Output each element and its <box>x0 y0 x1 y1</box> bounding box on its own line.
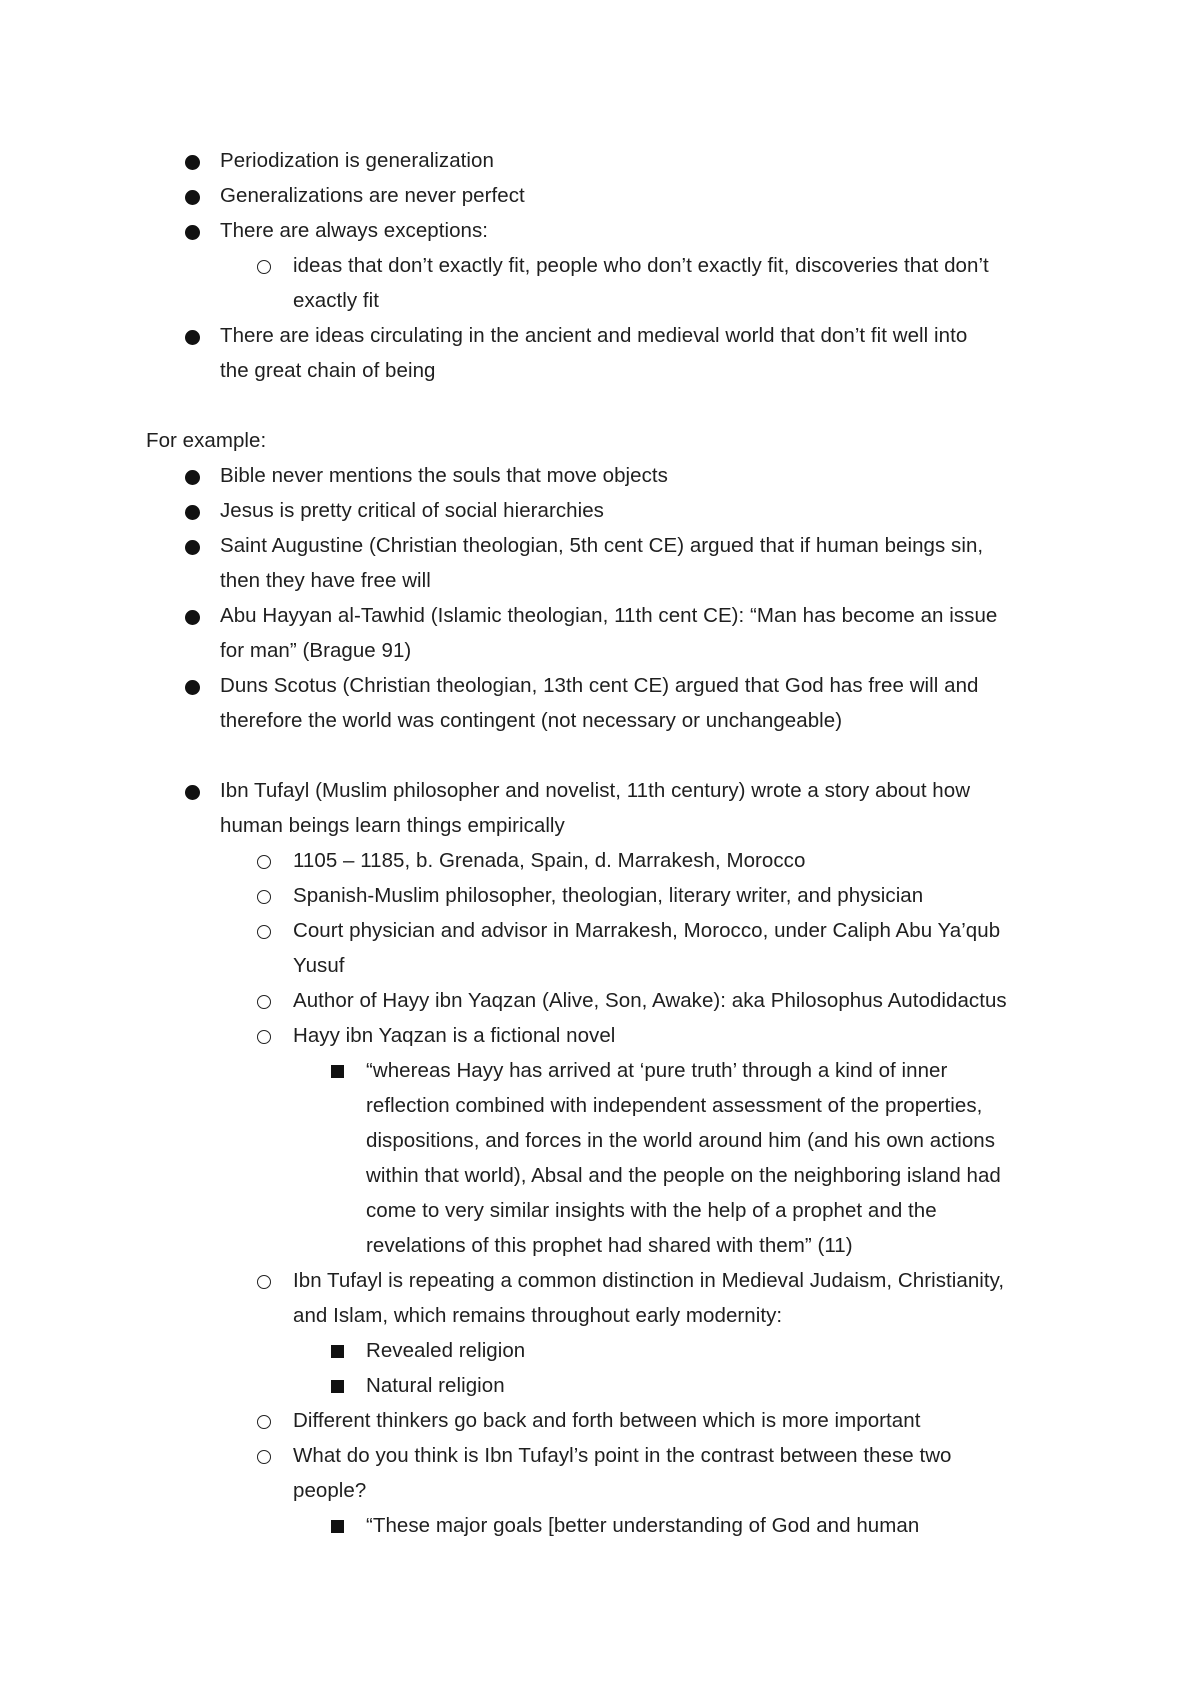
quote-line: dispositions, and forces in the world around him (and his own actions <box>366 1129 996 1152</box>
list-item: Duns Scotus (Christian theologian, 13th cent CE) argued that God has free will and <box>220 674 979 697</box>
list-item: Jesus is pretty critical of social hierarchies <box>220 499 604 522</box>
quote-line: come to very similar insights with the help of a prophet and the <box>366 1199 937 1222</box>
square-bullet-icon <box>331 1520 344 1533</box>
sub-list-item: Court physician and advisor in Marrakesh, Morocco, under Caliph Abu Ya’qub <box>293 919 1001 942</box>
bullet-icon <box>185 155 200 170</box>
square-bullet-icon <box>331 1065 344 1078</box>
quote-line: within that world), Absal and the people on the neighboring island had <box>366 1164 1001 1187</box>
list-item-continuation: therefore the world was contingent (not necessary or unchangeable) <box>220 709 843 732</box>
sub-list-item: ideas that don’t exactly fit, people who don’t exactly fit, discoveries that don’t <box>293 254 989 277</box>
list-item: Bible never mentions the souls that move objects <box>220 464 668 487</box>
hollow-bullet-icon <box>257 890 271 904</box>
sub-list-item-continuation: people? <box>293 1479 367 1502</box>
hollow-bullet-icon <box>257 925 271 939</box>
section-heading: For example: <box>146 429 267 452</box>
bullet-icon <box>185 330 200 345</box>
bullet-icon <box>185 540 200 555</box>
list-item-continuation: the great chain of being <box>220 359 436 382</box>
third-level-item: “These major goals [better understanding of God and human <box>366 1514 920 1537</box>
list-item: Ibn Tufayl (Muslim philosopher and novelist, 11th century) wrote a story about how <box>220 779 971 802</box>
third-level-item: Natural religion <box>366 1374 505 1397</box>
square-bullet-icon <box>331 1380 344 1393</box>
hollow-bullet-icon <box>257 1415 271 1429</box>
bullet-icon <box>185 225 200 240</box>
bullet-icon <box>185 785 200 800</box>
sub-list-item-continuation: and Islam, which remains throughout early modernity: <box>293 1304 783 1327</box>
hollow-bullet-icon <box>257 1275 271 1289</box>
sub-list-item: Author of Hayy ibn Yaqzan (Alive, Son, Awake): aka Philosophus Autodidactus <box>293 989 1007 1012</box>
sub-list-item: Hayy ibn Yaqzan is a fictional novel <box>293 1024 616 1047</box>
third-level-item: Revealed religion <box>366 1339 526 1362</box>
quote-line: “whereas Hayy has arrived at ‘pure truth’ through a kind of inner <box>366 1059 948 1082</box>
list-item-continuation: then they have free will <box>220 569 431 592</box>
hollow-bullet-icon <box>257 1450 271 1464</box>
hollow-bullet-icon <box>257 260 271 274</box>
list-item: There are always exceptions: <box>220 219 489 242</box>
list-item: Abu Hayyan al-Tawhid (Islamic theologian, 11th cent CE): “Man has become an issue <box>220 604 998 627</box>
sub-list-item: 1105 – 1185, b. Grenada, Spain, d. Marrakesh, Morocco <box>293 849 806 872</box>
quote-line: revelations of this prophet had shared with them” (11) <box>366 1234 853 1257</box>
sub-list-item: Different thinkers go back and forth between which is more important <box>293 1409 921 1432</box>
sub-list-item: Ibn Tufayl is repeating a common distinction in Medieval Judaism, Christianity, <box>293 1269 1005 1292</box>
list-item-continuation: human beings learn things empirically <box>220 814 565 837</box>
bullet-icon <box>185 470 200 485</box>
list-item: Generalizations are never perfect <box>220 184 525 207</box>
quote-line: reflection combined with independent assessment of the properties, <box>366 1094 983 1117</box>
hollow-bullet-icon <box>257 1030 271 1044</box>
square-bullet-icon <box>331 1345 344 1358</box>
bullet-icon <box>185 505 200 520</box>
sub-list-item-continuation: Yusuf <box>293 954 345 977</box>
bullet-icon <box>185 190 200 205</box>
bullet-icon <box>185 680 200 695</box>
list-item: There are ideas circulating in the ancient and medieval world that don’t fit well into <box>220 324 968 347</box>
list-item: Saint Augustine (Christian theologian, 5th cent CE) argued that if human beings sin, <box>220 534 984 557</box>
sub-list-item: What do you think is Ibn Tufayl’s point in the contrast between these two <box>293 1444 952 1467</box>
list-item-continuation: for man” (Brague 91) <box>220 639 412 662</box>
sub-list-item: Spanish-Muslim philosopher, theologian, literary writer, and physician <box>293 884 924 907</box>
hollow-bullet-icon <box>257 995 271 1009</box>
bullet-icon <box>185 610 200 625</box>
hollow-bullet-icon <box>257 855 271 869</box>
list-item: Periodization is generalization <box>220 149 494 172</box>
sub-list-item-continuation: exactly fit <box>293 289 379 312</box>
